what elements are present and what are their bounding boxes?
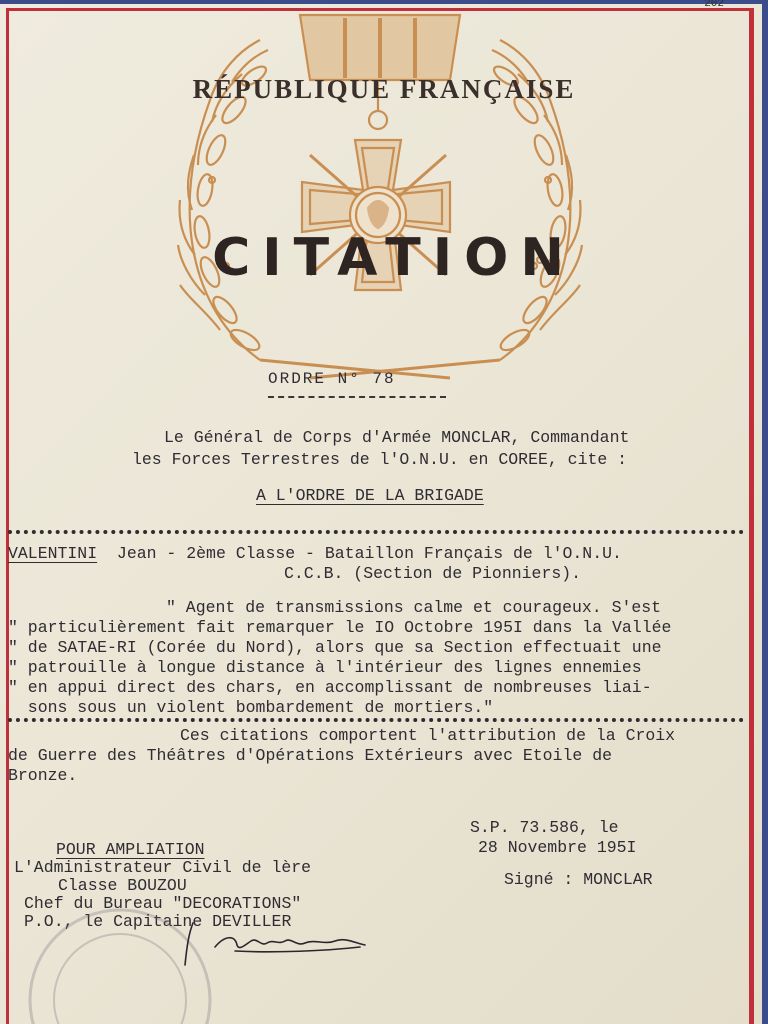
- attribution-line-3: Bronze.: [8, 766, 78, 785]
- ampliation-line-3: Chef du Bureau "DECORATIONS": [24, 894, 302, 913]
- ampliation-line-1: L'Administrateur Civil de lère: [14, 858, 312, 877]
- intro-line-1: Le Général de Corps d'Armée MONCLAR, Commandant: [164, 428, 630, 447]
- citation-text-line-2: " particulièrement fait remarquer le IO Octobre 195I dans la Vallée: [8, 618, 672, 637]
- dotted-separator-bottom: [8, 718, 744, 722]
- republique-francaise-heading: RÉPUBLIQUE FRANÇAISE: [192, 74, 576, 104]
- sp-place: S.P. 73.586, le: [470, 818, 619, 837]
- ampliation-line-4: P.O., le Capitaine DEVILLER: [24, 912, 292, 931]
- order-number: ORDRE N° 78: [268, 370, 396, 388]
- order-underline: [268, 396, 446, 398]
- document-title: CITATION: [212, 228, 576, 288]
- signed-by: Signé : MONCLAR: [504, 870, 653, 889]
- citation-text-line-3: " de SATAE-RI (Corée du Nord), alors que sa Section effectuait une: [8, 638, 662, 657]
- soldier-line-1: [8, 544, 622, 564]
- ampliation-line-2: Classe BOUZOU: [58, 876, 187, 895]
- brigade-heading: A L'ORDRE DE LA BRIGADE: [256, 486, 484, 505]
- page-number: 202: [704, 0, 724, 10]
- citation-text-line-5: " en appui direct des chars, en accomplissant de nombreuses liai-: [8, 678, 652, 697]
- ampliation-heading: POUR AMPLIATION: [56, 840, 205, 859]
- intro-line-2: les Forces Terrestres de l'O.N.U. en COREE, cite :: [132, 450, 628, 469]
- attribution-line-2: de Guerre des Théâtres d'Opérations Extérieurs avec Etoile de: [8, 746, 612, 765]
- soldier-rank-unit: Jean - 2ème Classe - Bataillon Français de l'O.N.U.: [97, 544, 622, 563]
- handwritten-signature: [175, 915, 375, 970]
- dotted-separator-top: [8, 530, 744, 534]
- sp-date: 28 Novembre 195I: [478, 838, 637, 857]
- soldier-name: VALENTINI: [8, 544, 98, 563]
- croix-de-guerre-emblem: [150, 10, 610, 390]
- citation-text-line-4: " patrouille à longue distance à l'intérieur des lignes ennemies: [8, 658, 642, 677]
- citation-text-line-6: sons sous un violent bombardement de mortiers.": [8, 698, 494, 717]
- citation-text-line-1: " Agent de transmissions calme et courageux. S'est: [166, 598, 662, 617]
- attribution-line-1: Ces citations comportent l'attribution de la Croix: [180, 726, 676, 745]
- soldier-line-2: C.C.B. (Section de Pionniers).: [284, 564, 582, 583]
